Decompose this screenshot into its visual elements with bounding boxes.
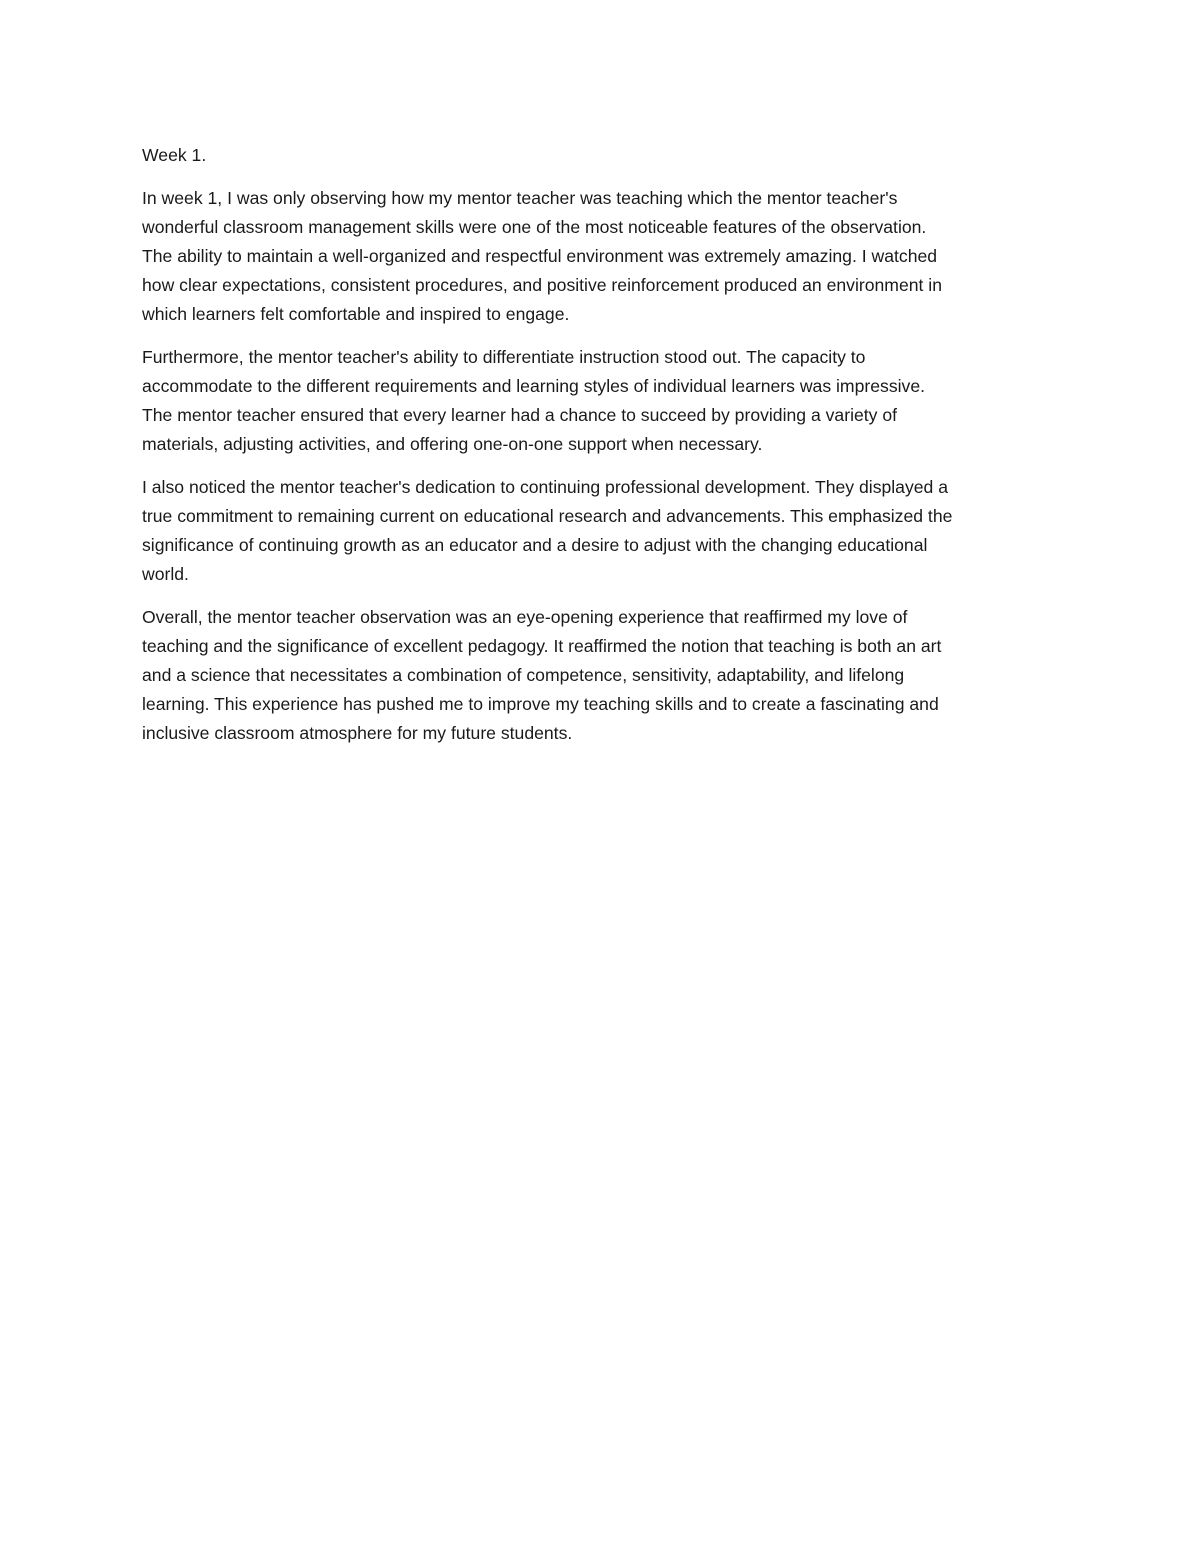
text-line: significance of continuing growth as an educator and a desire to adjust with the changing educational bbox=[142, 535, 928, 555]
text-line: Furthermore, the mentor teacher's ability to differentiate instruction stood out. The capacity to bbox=[142, 347, 866, 367]
document-heading: Week 1. bbox=[142, 145, 207, 165]
paragraph-3 bbox=[142, 473, 1064, 589]
text-line: materials, adjusting activities, and offering one-on-one support when necessary. bbox=[142, 434, 763, 454]
paragraph-1 bbox=[142, 184, 1064, 329]
paragraph-2 bbox=[142, 343, 1064, 459]
text-line: and a science that necessitates a combination of competence, sensitivity, adaptability, and lifelong bbox=[142, 665, 905, 685]
text-line: Overall, the mentor teacher observation was an eye-opening experience that reaffirmed my love of bbox=[142, 607, 908, 627]
text-line: wonderful classroom management skills were one of the most noticeable features of the observation. bbox=[142, 217, 927, 237]
paragraph-4 bbox=[142, 603, 1064, 748]
document-body bbox=[142, 141, 1064, 762]
text-line: world. bbox=[142, 564, 189, 584]
text-line: which learners felt comfortable and inspired to engage. bbox=[142, 304, 570, 324]
text-line: I also noticed the mentor teacher's dedication to continuing professional development. They displayed a bbox=[142, 477, 949, 497]
text-line: true commitment to remaining current on educational research and advancements. This emphasized the bbox=[142, 506, 953, 526]
text-line: teaching and the significance of excellent pedagogy. It reaffirmed the notion that teaching is both an art bbox=[142, 636, 942, 656]
text-line: how clear expectations, consistent procedures, and positive reinforcement produced an environment in bbox=[142, 275, 942, 295]
text-line: learning. This experience has pushed me to improve my teaching skills and to create a fascinating and bbox=[142, 694, 939, 714]
text-line: The ability to maintain a well-organized and respectful environment was extremely amazing. I watched bbox=[142, 246, 938, 266]
text-line: accommodate to the different requirements and learning styles of individual learners was impressive. bbox=[142, 376, 925, 396]
text-line: In week 1, I was only observing how my mentor teacher was teaching which the mentor teacher's bbox=[142, 188, 898, 208]
text-line: The mentor teacher ensured that every learner had a chance to succeed by providing a variety of bbox=[142, 405, 898, 425]
text-line: inclusive classroom atmosphere for my future students. bbox=[142, 723, 573, 743]
